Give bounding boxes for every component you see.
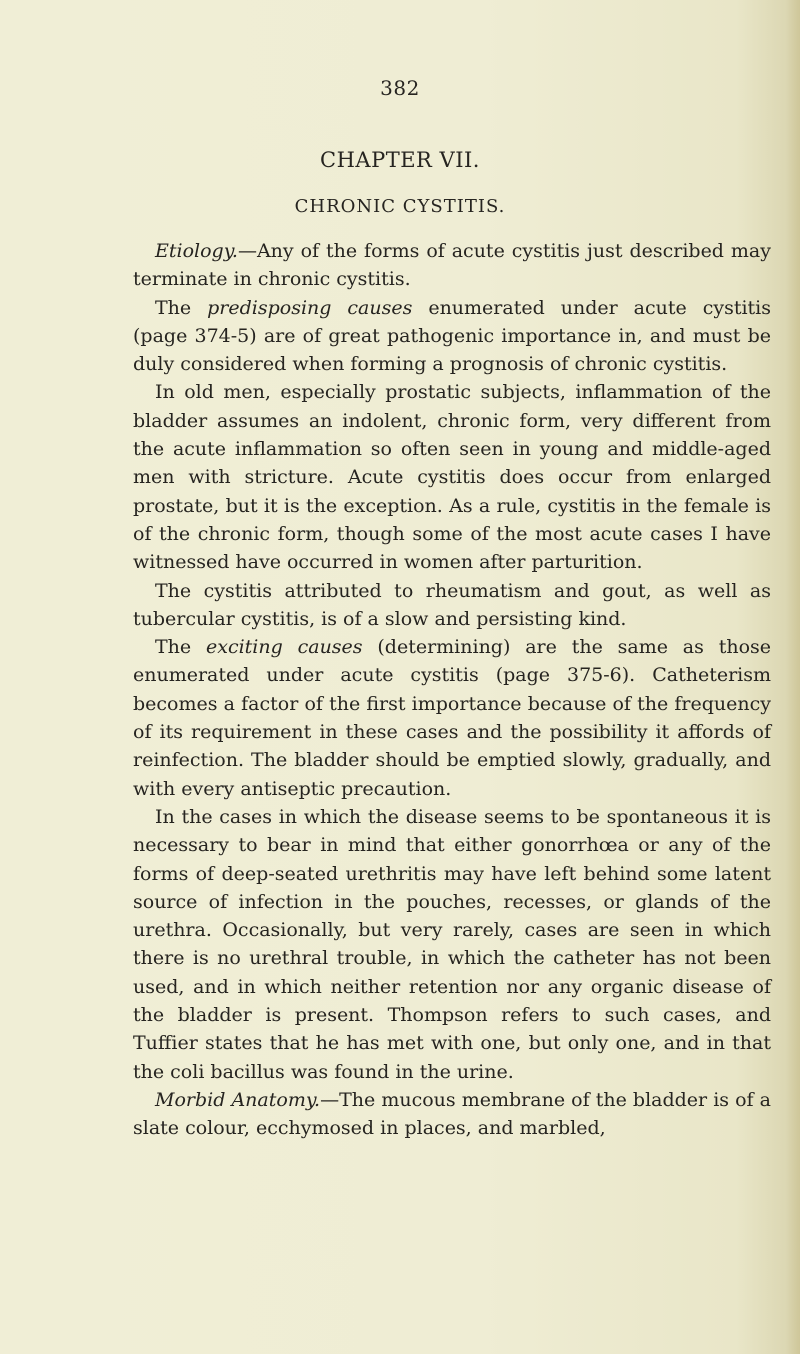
section-title: CHRONIC CYSTITIS. xyxy=(294,196,506,217)
paragraph-etiology xyxy=(133,237,771,294)
paragraph-old-men xyxy=(133,378,771,576)
paragraph-predisposing-causes xyxy=(133,294,771,379)
chapter-title: CHAPTER VII. xyxy=(320,148,480,172)
paragraph-text: In the cases in which the disease seems to be spontaneous it is necessary to bear in mind that either gonorrhœa or any of the forms of deep-seated urethritis may have left behind some latent source of infection in the pouches, recesses, or glands of the urethra. Occasionally, but very rarely, cases are seen in which there is no urethral trouble, in which the catheter has not been used, and in which neither retention nor any organic disease of the bladder is present. Thompson refers to such cases, and Tuffier states that he has met with one, but only one, and in that the coli bacillus was found in the urine. xyxy=(133,805,771,1083)
paragraph-text: In old men, especially prostatic subjects, inflammation of the bladder assumes an indolent, chronic form, very different from the acute inflammation so often seen in young and middle-aged men with stricture. Acute cystitis does occur from enlarged prostate, but it is the exception. As a rule, cystitis in the female is of the chronic form, though some of the most acute cases I have witnessed have occurred in women after parturition. xyxy=(133,381,771,574)
paragraph-exciting-causes xyxy=(133,633,771,803)
heading-etiology: Etiology. xyxy=(155,240,238,262)
term-exciting-causes: exciting causes xyxy=(205,636,363,659)
paragraph-text: (determining) are the same as those enumerated under acute cystitis (page 375-6). Catheterism becomes a factor of the first importance because of the frequency of its requirement in these cases and the possibility it affords of reinfection. The bladder should be emptied slowly, gradually, and with every antiseptic precaution. xyxy=(133,636,772,800)
paragraph-text: —The mucous membrane of the bladder is of a slate colour, ecchymosed in places, and marbled, xyxy=(133,1088,771,1140)
paragraph-text: —Any of the forms of acute cystitis just described may terminate in chronic cystitis. xyxy=(133,240,771,291)
paragraph-rheumatism xyxy=(133,577,771,634)
paragraph-text: The cystitis attributed to rheumatism and gout, as well as tubercular cystitis, is of a slow and persisting kind. xyxy=(133,579,771,630)
body-text xyxy=(133,237,771,1143)
term-predisposing-causes: predisposing causes xyxy=(207,296,413,319)
paragraph-pre: The xyxy=(155,636,206,659)
paragraph-text: enumerated under acute cystitis (page 374-5) are of great pathogenic importance in, and must be duly considered when forming a prognosis of chronic cystitis. xyxy=(133,296,771,376)
page-number: 382 xyxy=(380,76,420,100)
heading-morbid-anatomy: Morbid Anatomy. xyxy=(155,1088,321,1111)
paragraph-morbid-anatomy xyxy=(133,1086,771,1143)
paragraph-pre: The xyxy=(155,296,208,319)
paragraph-spontaneous-cases xyxy=(133,803,771,1086)
